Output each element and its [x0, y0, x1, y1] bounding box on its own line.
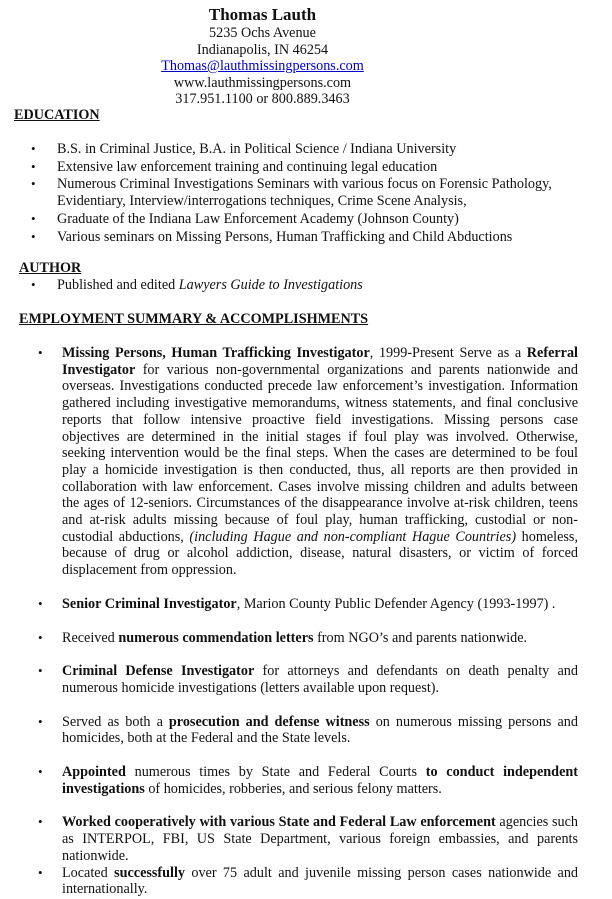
applicant-name: Thomas Lauth: [208, 5, 317, 24]
education-item: • Numerous Criminal Investigations Seminars with various focus on Forensic Pathology, Evidentiary, Interview/interrogations techniques, Crime Scene Analysis,: [57, 176, 577, 209]
education-item: • Extensive law enforcement training and continuing legal education: [57, 159, 577, 176]
employment-item-missing-persons: • Missing Persons, Human Trafficking Investigator, 1999-Present Serve as a Referral Investigator for various non-governmental organizations and parents nationwide and overseas. Investigations conducted precede law enforcement’s investigation. Information gathered including investigative memorandums, witness statements, and final conclusive reports that follow intensive proactive field investigations. Missing persons case objectives are determined in the initial stages if foul play was involved. Otherwise, seeking intervention would be the final steps. When the cases are determined to be foul play a homicide investigation is then conducted, thus, all reports are then provided in collaboration with law enforcement. Cases involve missing children and adults between the ages of 12-seniors. Circumstances of the disappearance involve at-risk children, teens and at-risk adults missing because of foul play, human trafficking, custodial or non-custodial abductions, (including Hague and non-compliant Hague Countries) homeless, because of drug or alcohol addiction, disease, natural disasters, or victim of forced displacement from oppression.: [62, 345, 578, 579]
education-heading: EDUCATION: [14, 107, 100, 123]
email-link[interactable]: Thomas@lauthmissingpersons.com: [161, 58, 364, 75]
employment-item-witness: • Served as both a prosecution and defense witness on numerous missing persons and homicides, both at the Federal and the State levels.: [62, 714, 578, 747]
book-title: Lawyers Guide to Investigations: [178, 277, 363, 293]
education-item: • Various seminars on Missing Persons, Human Trafficking and Child Abductions: [57, 229, 577, 246]
city-state-zip: Indianapolis, IN 46254: [196, 41, 329, 58]
employment-list: [62, 345, 578, 898]
employment-heading: EMPLOYMENT SUMMARY & ACCOMPLISHMENTS: [19, 311, 369, 327]
education-item: • B.S. in Criminal Justice, B.A. in Political Science / Indiana University: [57, 141, 577, 158]
employment-item-cooperation: • Worked cooperatively with various State and Federal Law enforcement agencies such as INTERPOL, FBI, US State Department, various foreign embassies, and parents nationwide.: [62, 814, 578, 864]
employment-item-appointed: • Appointed numerous times by State and Federal Courts to conduct independent investigations of homicides, robberies, and serious felony matters.: [62, 764, 578, 797]
phone-numbers: 317.951.1100 or 800.889.3463: [175, 91, 350, 108]
employment-item-defense-investigator: • Criminal Defense Investigator for attorneys and defendants on death penalty and numerous homicide investigations (letters available upon request).: [62, 663, 578, 696]
contact-header: [0, 5, 525, 108]
employment-item-commendations: • Received numerous commendation letters from NGO’s and parents nationwide.: [62, 630, 578, 647]
author-item: • Published and edited Lawyers Guide to Investigations: [57, 277, 577, 294]
education-list: [57, 141, 577, 246]
website-text: www.lauthmissingpersons.com: [173, 74, 352, 91]
author-list: [57, 277, 577, 294]
street-address: 5235 Ochs Avenue: [209, 25, 316, 41]
education-item: • Graduate of the Indiana Law Enforcement Academy (Johnson County): [57, 211, 577, 228]
employment-item-senior-investigator: • Senior Criminal Investigator, Marion County Public Defender Agency (1993-1997) .: [62, 596, 578, 613]
employment-item-located: • Located successfully over 75 adult and juvenile missing person cases nationwide and internationally.: [62, 865, 578, 898]
author-heading: AUTHOR: [19, 260, 82, 276]
